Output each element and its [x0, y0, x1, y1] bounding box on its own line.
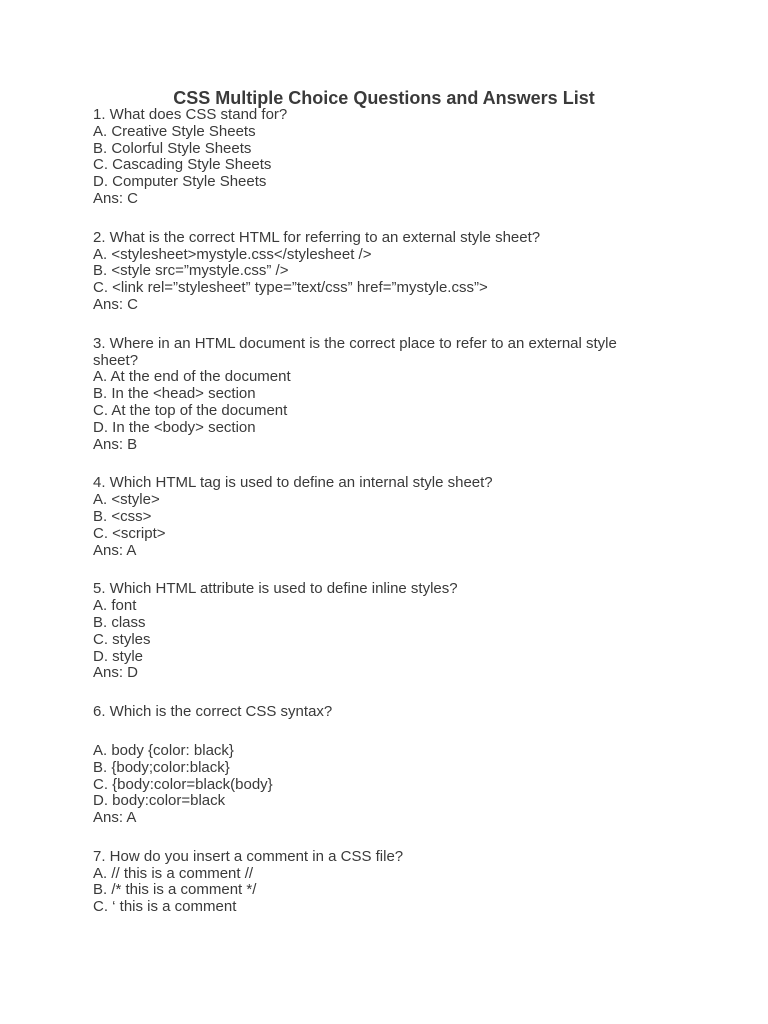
option-a: A. Creative Style Sheets	[93, 122, 256, 140]
question-block-1	[93, 107, 653, 208]
option-c: C. Cascading Style Sheets	[93, 156, 272, 174]
question-block-2	[93, 230, 653, 314]
question-block-6	[93, 704, 653, 827]
question-text: 2. What is the correct HTML for referring to an external style sheet?	[93, 228, 541, 246]
option-a: A. body {color: black}	[93, 741, 234, 759]
option-c: C. styles	[93, 630, 151, 648]
spacer	[93, 721, 653, 743]
question-text: 6. Which is the correct CSS syntax?	[93, 703, 333, 721]
option-c: C. <script>	[93, 524, 166, 542]
option-b: B. <css>	[93, 507, 152, 525]
option-b: B. class	[93, 613, 146, 631]
spacer	[93, 827, 653, 849]
option-a: A. // this is a comment //	[93, 864, 254, 882]
option-d: D. style	[93, 647, 144, 665]
option-a: A. <stylesheet>mystyle.css</stylesheet />	[93, 245, 372, 263]
option-c: C. <link rel=”stylesheet” type=”text/css” href=”mystyle.css”>	[93, 279, 488, 297]
page-title: CSS Multiple Choice Questions and Answers List	[173, 88, 595, 108]
question-block-5	[93, 581, 653, 682]
answer-text: Ans: C	[93, 189, 139, 207]
spacer	[93, 208, 653, 230]
answer-text: Ans: B	[93, 435, 138, 453]
option-a: A. <style>	[93, 491, 160, 509]
answer-text: Ans: A	[93, 541, 137, 559]
question-text: 7. How do you insert a comment in a CSS file?	[93, 847, 404, 865]
answer-text: Ans: D	[93, 664, 139, 682]
question-text: 3. Where in an HTML document is the correct place to refer to an external style sheet?	[93, 334, 622, 369]
spacer	[93, 682, 653, 704]
answer-text: Ans: C	[93, 295, 139, 313]
question-text: 1. What does CSS stand for?	[93, 106, 288, 123]
option-d: D. Computer Style Sheets	[93, 173, 267, 191]
option-b: B. In the <head> section	[93, 385, 256, 403]
answer-text: Ans: A	[93, 809, 137, 827]
option-c: C. {body:color=black(body}	[93, 775, 273, 793]
question-block-7	[93, 849, 653, 916]
question-text: 5. Which HTML attribute is used to define inline styles?	[93, 580, 458, 598]
question-block-4	[93, 475, 653, 559]
option-b: B. {body;color:black}	[93, 758, 230, 776]
spacer	[93, 314, 653, 336]
option-a: A. At the end of the document	[93, 368, 291, 386]
spacer	[93, 453, 653, 475]
option-c: C. At the top of the document	[93, 401, 288, 419]
option-b: B. <style src=”mystyle.css” />	[93, 262, 289, 280]
option-b: B. /* this is a comment */	[93, 881, 257, 899]
question-text: 4. Which HTML tag is used to define an internal style sheet?	[93, 474, 493, 492]
option-a: A. font	[93, 597, 137, 615]
option-b: B. Colorful Style Sheets	[93, 139, 252, 157]
option-c: C. ‘ this is a comment	[93, 898, 237, 916]
option-d: D. body:color=black	[93, 792, 226, 810]
option-d: D. In the <body> section	[93, 418, 256, 436]
question-list	[93, 107, 653, 916]
spacer	[93, 559, 653, 581]
question-block-3	[93, 336, 653, 454]
